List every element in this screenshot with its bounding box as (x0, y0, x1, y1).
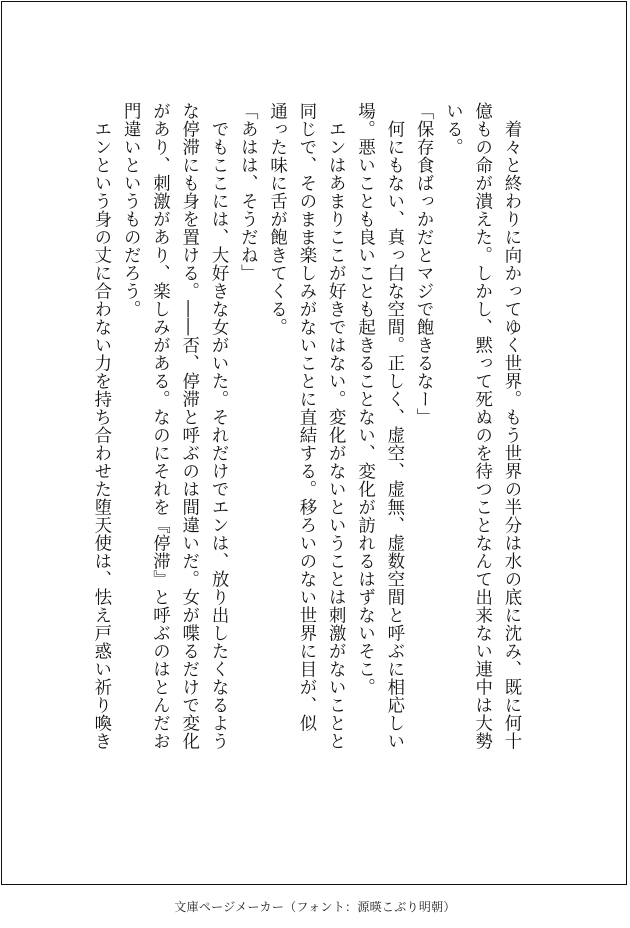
text-line: 億もの命が潰えた。しかし、黙って死ぬのを待つことなんて出来ない連中は大勢 (471, 102, 492, 750)
text-line: 門違いというものだろう。 (120, 102, 141, 318)
text-line: エンはあまりここが好きではない。変化がないということは刺激がないことと (325, 102, 346, 750)
text-line: いる。 (442, 102, 463, 156)
text-line: でもここには、大好きな女がいた。それだけでエンは、放り出したくなるよう (208, 102, 229, 750)
text-line: 「保存食ばっかだとマジで飽きるなー」 (413, 102, 434, 426)
text-line: 場。悪いことも良いことも起きることない、変化が訪れるはずないそこ。 (354, 102, 375, 696)
body-text (86, 102, 525, 764)
text-line: 「あはは、そうだね」 (237, 102, 258, 282)
text-line: があり、刺激があり、楽しみがある。なのにそれを『停滞』と呼ぶのはとんだお (149, 102, 170, 750)
text-line: 通った味に舌が飽きてくる。 (266, 102, 287, 336)
footer-caption: 文庫ページメーカー（フォント：源暎こぶり明朝） (174, 900, 456, 914)
text-line: 何にもない、真っ白な空間。正しく、虚空、虚無、虚数空間と呼ぶに相応しい (383, 102, 404, 750)
page-frame (1, 1, 627, 885)
text-line: な停滞にも身を置ける。――否、停滞と呼ぶのは間違いだ。女が喋るだけで変化 (178, 102, 199, 750)
text-line: 同じで、そのまま楽しみがないことに直結する。移ろいのない世界に目が、似 (295, 102, 316, 732)
text-line: 着々と終わりに向かってゆく世界。もう世界の半分は水の底に沈み、既に何十 (501, 102, 521, 750)
text-line: エンという身の丈に合わない力を持ち合わせた堕天使は、怯え戸惑い祈り喚き (90, 102, 111, 750)
